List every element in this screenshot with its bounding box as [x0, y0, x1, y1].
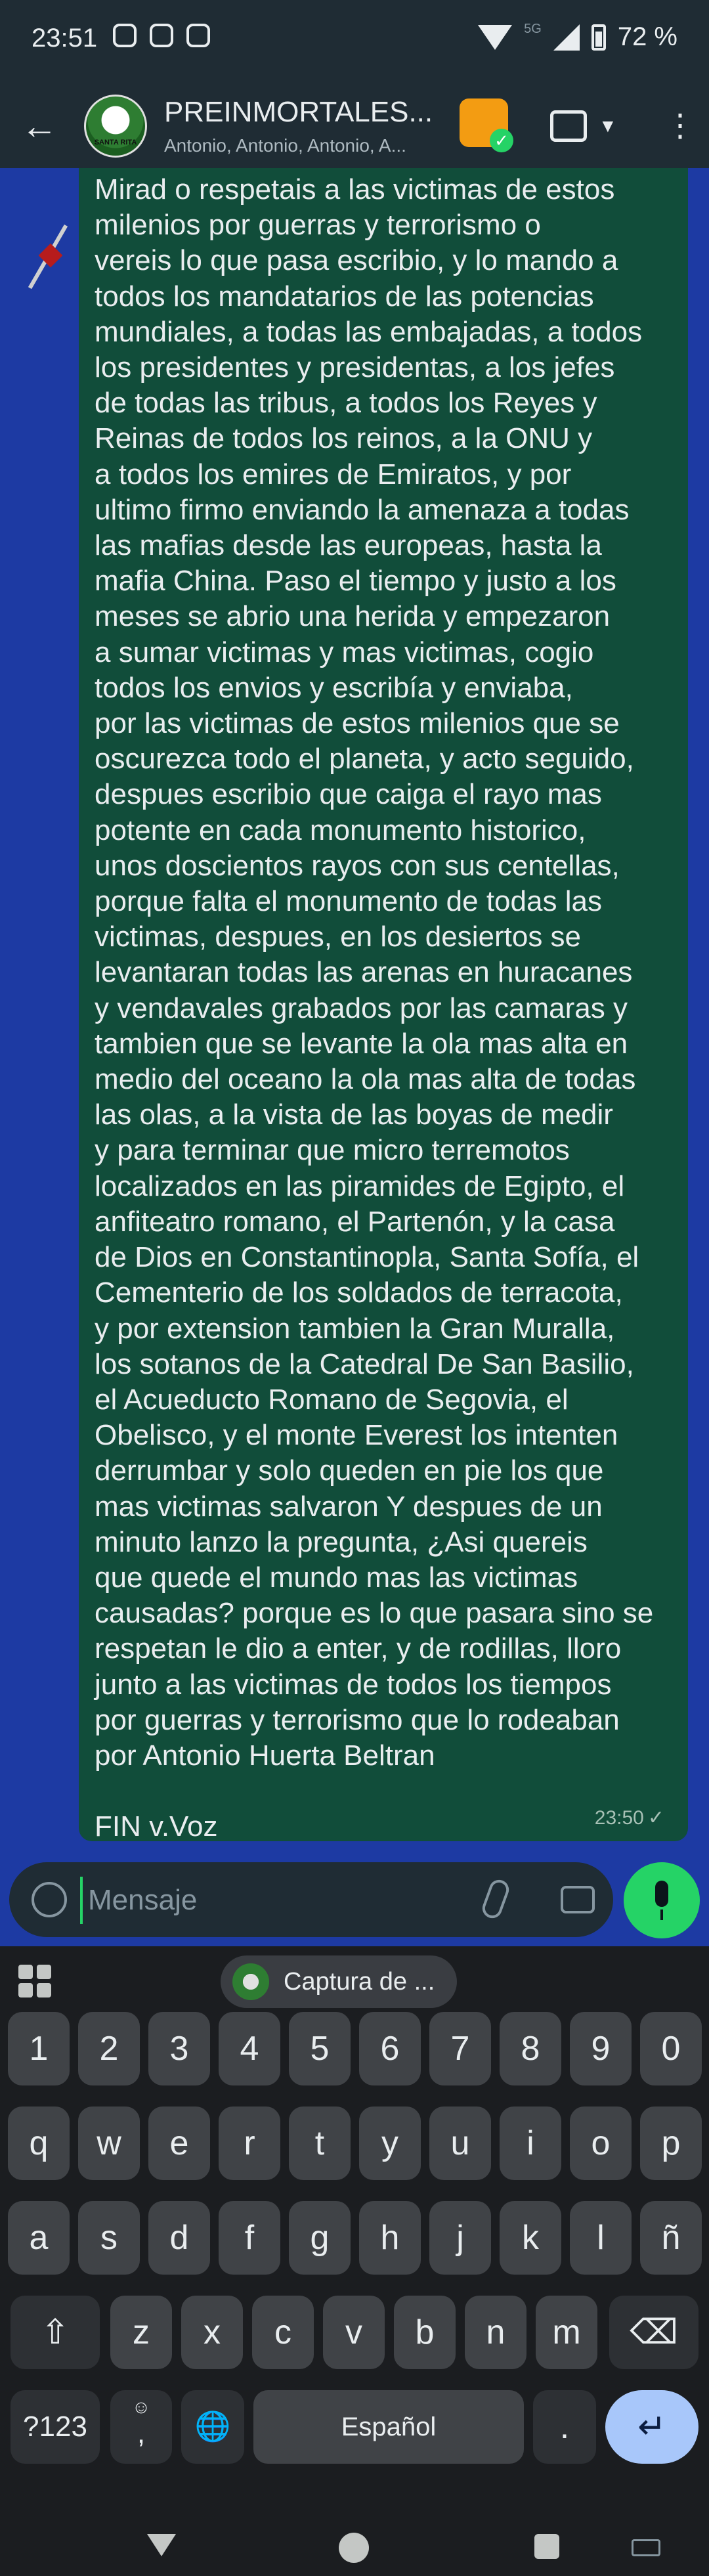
- key-3[interactable]: 3: [148, 2012, 210, 2085]
- status-right: [478, 22, 677, 52]
- shift-key[interactable]: ⇧: [11, 2296, 100, 2369]
- nav-back-icon[interactable]: [147, 2534, 176, 2556]
- soft-keyboard: [0, 1946, 709, 2576]
- space-key[interactable]: Español: [253, 2390, 524, 2464]
- outgoing-message-bubble[interactable]: [79, 168, 688, 1841]
- key-ñ[interactable]: ñ: [640, 2201, 702, 2275]
- microphone-button[interactable]: [624, 1862, 700, 1938]
- key-p[interactable]: p: [640, 2107, 702, 2180]
- attach-icon[interactable]: [480, 1877, 512, 1921]
- key-a[interactable]: a: [8, 2201, 70, 2275]
- key-y[interactable]: y: [359, 2107, 421, 2180]
- key-z[interactable]: z: [110, 2296, 172, 2369]
- signal-icon: [553, 24, 580, 51]
- clipboard-chip-label: Captura de ...: [284, 1968, 435, 1996]
- key-g[interactable]: g: [289, 2201, 351, 2275]
- battery-level: 72 %: [617, 22, 677, 51]
- key-j[interactable]: j: [429, 2201, 491, 2275]
- emoji-comma-key[interactable]: [110, 2390, 172, 2464]
- key-w[interactable]: w: [78, 2107, 140, 2180]
- key-8[interactable]: 8: [500, 2012, 561, 2085]
- keyboard-switch-icon[interactable]: [632, 2539, 660, 2556]
- group-avatar[interactable]: [84, 95, 147, 158]
- more-options-icon[interactable]: ⋮: [664, 108, 696, 143]
- sent-check-icon: ✓: [647, 1807, 664, 1829]
- symbols-key[interactable]: ?123: [11, 2390, 100, 2464]
- emoji-icon[interactable]: [32, 1882, 67, 1917]
- key-9[interactable]: 9: [570, 2012, 632, 2085]
- key-v[interactable]: v: [323, 2296, 385, 2369]
- comma-label: ,: [137, 2417, 146, 2449]
- nav-recents-icon[interactable]: [534, 2534, 559, 2559]
- chat-header: [0, 84, 709, 168]
- key-u[interactable]: u: [429, 2107, 491, 2180]
- key-n[interactable]: n: [465, 2296, 526, 2369]
- key-i[interactable]: i: [500, 2107, 561, 2180]
- message-meta: [595, 1806, 664, 1829]
- key-c[interactable]: c: [252, 2296, 314, 2369]
- key-h[interactable]: h: [359, 2201, 421, 2275]
- message-text: Mirad o respetais a las victimas de estos milenios por guerras y terrorismo o vereis lo que pasa escribio, y lo mando a todos los mandatarios de las potencias mundiales, a todas las embajadas, a todos los presidentes y presidentas, a los jefes de todas las tribus, a todos los Reyes y Reinas de todos los reinos, a la ONU y a todos los emires de Emiratos, y por ultimo firmo enviando la amenaza a todas las mafias desde las europeas, hasta la mafia China. Paso el tiempo y justo a los meses se abrio una herida y empezaron a sumar victimas y mas victimas, cogio todos los envios y escribía y enviaba, por las victimas de estos milenios que se oscurezca todo el planeta, y acto seguido, despues escribio que caiga el rayo mas potente en cada monumento historico, unos doscientos rayos con sus centellas, porque falta el monumento de todas las victimas, despues, en los desiertos se levantaran todas las arenas en huracanes y vendavales grabados por las camaras y tambien que se levante la ola mas alta en medio del oceano la ola mas alta de todas las olas, a la vista de las boyas de medir y para terminar que micro terremotos localizados en las piramides de Egipto, el anfiteatro romano, el Partenón, y la casa de Dios en Constantinopla, Santa Sofía, el Cementerio de los soldados de terracota, y por extension tambien la Gran Muralla, los sotanos de la Catedral De San Basilio, el Acueducto Romano de Segovia, el Obelisco, y el monte Everest los intenten derrumbar y solo queden en pie los que mas victimas salvaron Y despues de un minuto lanzo la pregunta, ¿Asi quereis que quede el mundo mas las victimas causadas? porque es lo que pasara sino se respetan le dio a enter, y de rodillas, lloro junto a las victimas de todos los tiempos por guerras y terrorismo que lo rodeaban por Antonio Huerta Beltran FIN v.Voz: [95, 173, 654, 1843]
- wifi-icon: [478, 25, 512, 50]
- key-x[interactable]: x: [181, 2296, 243, 2369]
- key-k[interactable]: k: [500, 2201, 561, 2275]
- system-navigation-bar: [0, 2510, 709, 2576]
- network-type: 5G: [524, 22, 542, 36]
- message-time: 23:50: [594, 1807, 644, 1829]
- key-6[interactable]: 6: [359, 2012, 421, 2085]
- backspace-key[interactable]: ⌫: [609, 2296, 698, 2369]
- notification-icons: [113, 24, 210, 47]
- key-r[interactable]: r: [219, 2107, 280, 2180]
- chat-title[interactable]: PREINMORTALES...: [164, 96, 433, 128]
- key-f[interactable]: f: [219, 2201, 280, 2275]
- key-s[interactable]: s: [78, 2201, 140, 2275]
- clipboard-suggestion-chip[interactable]: [221, 1955, 457, 2008]
- app-m-icon: [150, 24, 173, 47]
- smiley-icon: ☺: [131, 2397, 151, 2417]
- clipboard-thumbnail: [232, 1963, 269, 2000]
- key-7[interactable]: 7: [429, 2012, 491, 2085]
- chevron-down-icon[interactable]: ▼: [599, 116, 617, 136]
- message-input[interactable]: [80, 1877, 477, 1924]
- briefcase-verified-icon[interactable]: [460, 98, 508, 147]
- key-d[interactable]: d: [148, 2201, 210, 2275]
- sim-icon: [186, 24, 210, 47]
- key-e[interactable]: e: [148, 2107, 210, 2180]
- battery-icon: [591, 24, 606, 51]
- camera-icon[interactable]: [561, 1886, 595, 1913]
- nav-home-icon[interactable]: [339, 2533, 369, 2563]
- period-key[interactable]: .: [533, 2390, 596, 2464]
- key-t[interactable]: t: [289, 2107, 351, 2180]
- key-m[interactable]: m: [536, 2296, 597, 2369]
- key-4[interactable]: 4: [219, 2012, 280, 2085]
- chat-area[interactable]: [0, 168, 709, 1857]
- instagram-icon: [113, 24, 137, 47]
- key-o[interactable]: o: [570, 2107, 632, 2180]
- video-call-icon[interactable]: [550, 110, 587, 142]
- key-1[interactable]: 1: [8, 2012, 70, 2085]
- avatar-label: SANTA RITA: [94, 139, 137, 146]
- status-bar: [0, 0, 709, 84]
- key-b[interactable]: b: [394, 2296, 456, 2369]
- key-5[interactable]: 5: [289, 2012, 351, 2085]
- keyboard-toolbar: [0, 1946, 709, 2012]
- key-2[interactable]: 2: [78, 2012, 140, 2085]
- key-0[interactable]: 0: [640, 2012, 702, 2085]
- composer-bar: [0, 1857, 709, 1946]
- status-time: 23:51: [32, 24, 98, 53]
- key-l[interactable]: l: [570, 2201, 632, 2275]
- composer-pill: [9, 1862, 613, 1937]
- apps-grid-icon[interactable]: [18, 1965, 51, 1997]
- back-arrow-icon[interactable]: ←: [21, 105, 58, 146]
- chat-participants[interactable]: Antonio, Antonio, Antonio, A...: [164, 135, 406, 156]
- key-q[interactable]: q: [8, 2107, 70, 2180]
- enter-key[interactable]: ↵: [605, 2390, 698, 2464]
- globe-key[interactable]: 🌐: [181, 2390, 244, 2464]
